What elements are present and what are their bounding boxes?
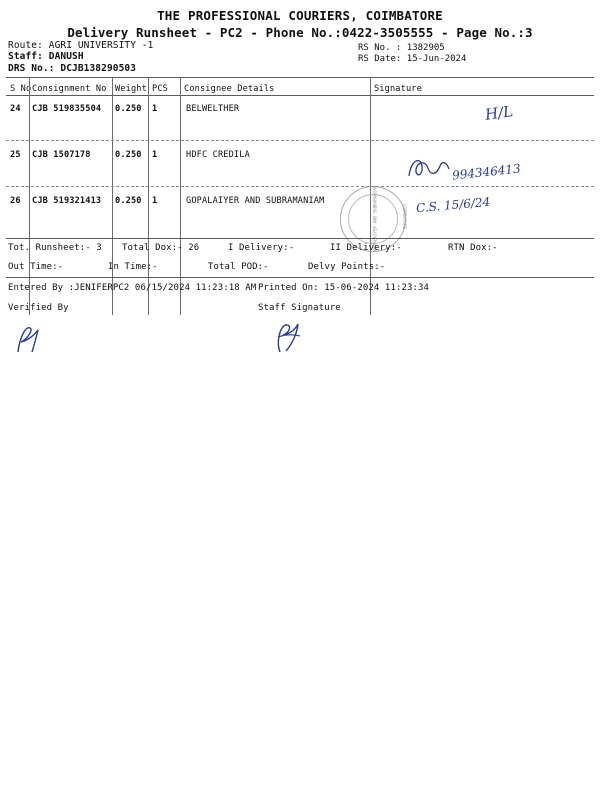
row-sno: 25 [10, 150, 21, 160]
row-pcs: 1 [152, 150, 158, 160]
row-weight: 0.250 [115, 104, 142, 114]
page-title: Delivery Runsheet - PC2 - Phone No.:0422-3505555 - Page No.:3 [67, 25, 533, 40]
col-header-sno: S No [10, 84, 32, 94]
col-header-signature: Signature [374, 84, 422, 94]
row-weight: 0.250 [115, 150, 142, 160]
rubber-stamp-text-top: GOPALAIYER AND SUBRAMANIAM [372, 185, 378, 252]
col-sep-3 [148, 77, 149, 315]
row-pcs: 1 [152, 196, 158, 206]
rubber-stamp-text-bottom: COIMBATORE [402, 203, 408, 230]
rs-date-value: 15-Jun-2024 [406, 54, 467, 64]
row-consignment-no: CJB 1507178 [32, 150, 91, 160]
rs-date-label: RS Date: [358, 54, 402, 64]
table-bottom-rule [6, 238, 594, 239]
row-sno: 24 [10, 104, 21, 114]
table-top-rule [6, 77, 594, 78]
company-name: THE PROFESSIONAL COURIERS, COIMBATORE [157, 8, 443, 23]
rs-date-field [358, 54, 466, 64]
col-header-consignee-details: Consignee Details [184, 84, 275, 94]
staff-label: Staff: [8, 51, 43, 62]
col-header-pcs: PCS [152, 84, 168, 94]
summary-bottom-rule [6, 277, 594, 278]
col-header-weight: Weight [115, 84, 147, 94]
staff-field [8, 51, 84, 62]
summary-tot-runsheet: Tot. Runsheet:- 3 [8, 243, 102, 253]
row-signature-scribble: H/L [483, 102, 515, 124]
summary-i-delivery: I Delivery:- [228, 243, 295, 253]
summary-delvy-points: Delvy Points:- [308, 262, 386, 272]
row-consignee: HDFC CREDILA [186, 150, 250, 160]
route-label: Route: [8, 40, 43, 51]
row-signature-scribble: C.S. 15/6/24 [415, 194, 491, 216]
summary-total-dox: Total Dox:- 26 [122, 243, 200, 253]
row-consignee: GOPALAIYER AND SUBRAMANIAM [186, 196, 325, 206]
verified-by-label: Verified By [8, 303, 69, 313]
rs-no-label: RS No. : [358, 43, 402, 53]
col-sep-4 [180, 77, 181, 315]
route-value: AGRI UNIVERSITY -1 [48, 40, 154, 51]
rubber-stamp-text [340, 185, 408, 252]
row-sep-2 [6, 186, 594, 187]
row-consignment-no: CJB 519321413 [32, 196, 102, 206]
staff-value: DANUSH [48, 51, 84, 62]
row-sno: 26 [10, 196, 21, 206]
col-sep-1 [29, 77, 30, 315]
verified-by-signature-mark [12, 322, 46, 354]
route-field [8, 40, 154, 51]
signature-mark-row2 [406, 152, 452, 182]
row-weight: 0.250 [115, 196, 142, 206]
col-header-consignment-no: Consignment No [32, 84, 107, 94]
rs-no-field [358, 43, 445, 53]
staff-signature-label: Staff Signature [258, 303, 341, 313]
summary-ii-delivery: II Delivery:- [330, 243, 402, 253]
staff-signature-mark [270, 320, 306, 354]
row-consignee: BELWELTHER [186, 104, 240, 114]
entered-by-text: Entered By :JENIFERPC2 06/15/2024 11:23:18 AM [8, 283, 257, 293]
row-sep-1 [6, 140, 594, 141]
drs-label: DRS No.: [8, 63, 55, 74]
row-signature-scribble: 994346413 [451, 161, 522, 183]
summary-total-pod: Total POD:- [208, 262, 269, 272]
row-consignment-no: CJB 519835504 [32, 104, 102, 114]
drs-field [8, 63, 136, 74]
row-pcs: 1 [152, 104, 158, 114]
printed-on-text: Printed On: 15-06-2024 11:23:34 [258, 283, 430, 293]
col-sep-2 [112, 77, 113, 315]
summary-out-time: Out Time:- [8, 262, 64, 272]
table-header-rule [6, 95, 594, 96]
summary-in-time: In Time:- [108, 262, 158, 272]
drs-value: DCJB138290503 [60, 63, 137, 74]
summary-rtn-dox: RTN Dox:- [448, 243, 498, 253]
rs-no-value: 1382905 [406, 43, 445, 53]
